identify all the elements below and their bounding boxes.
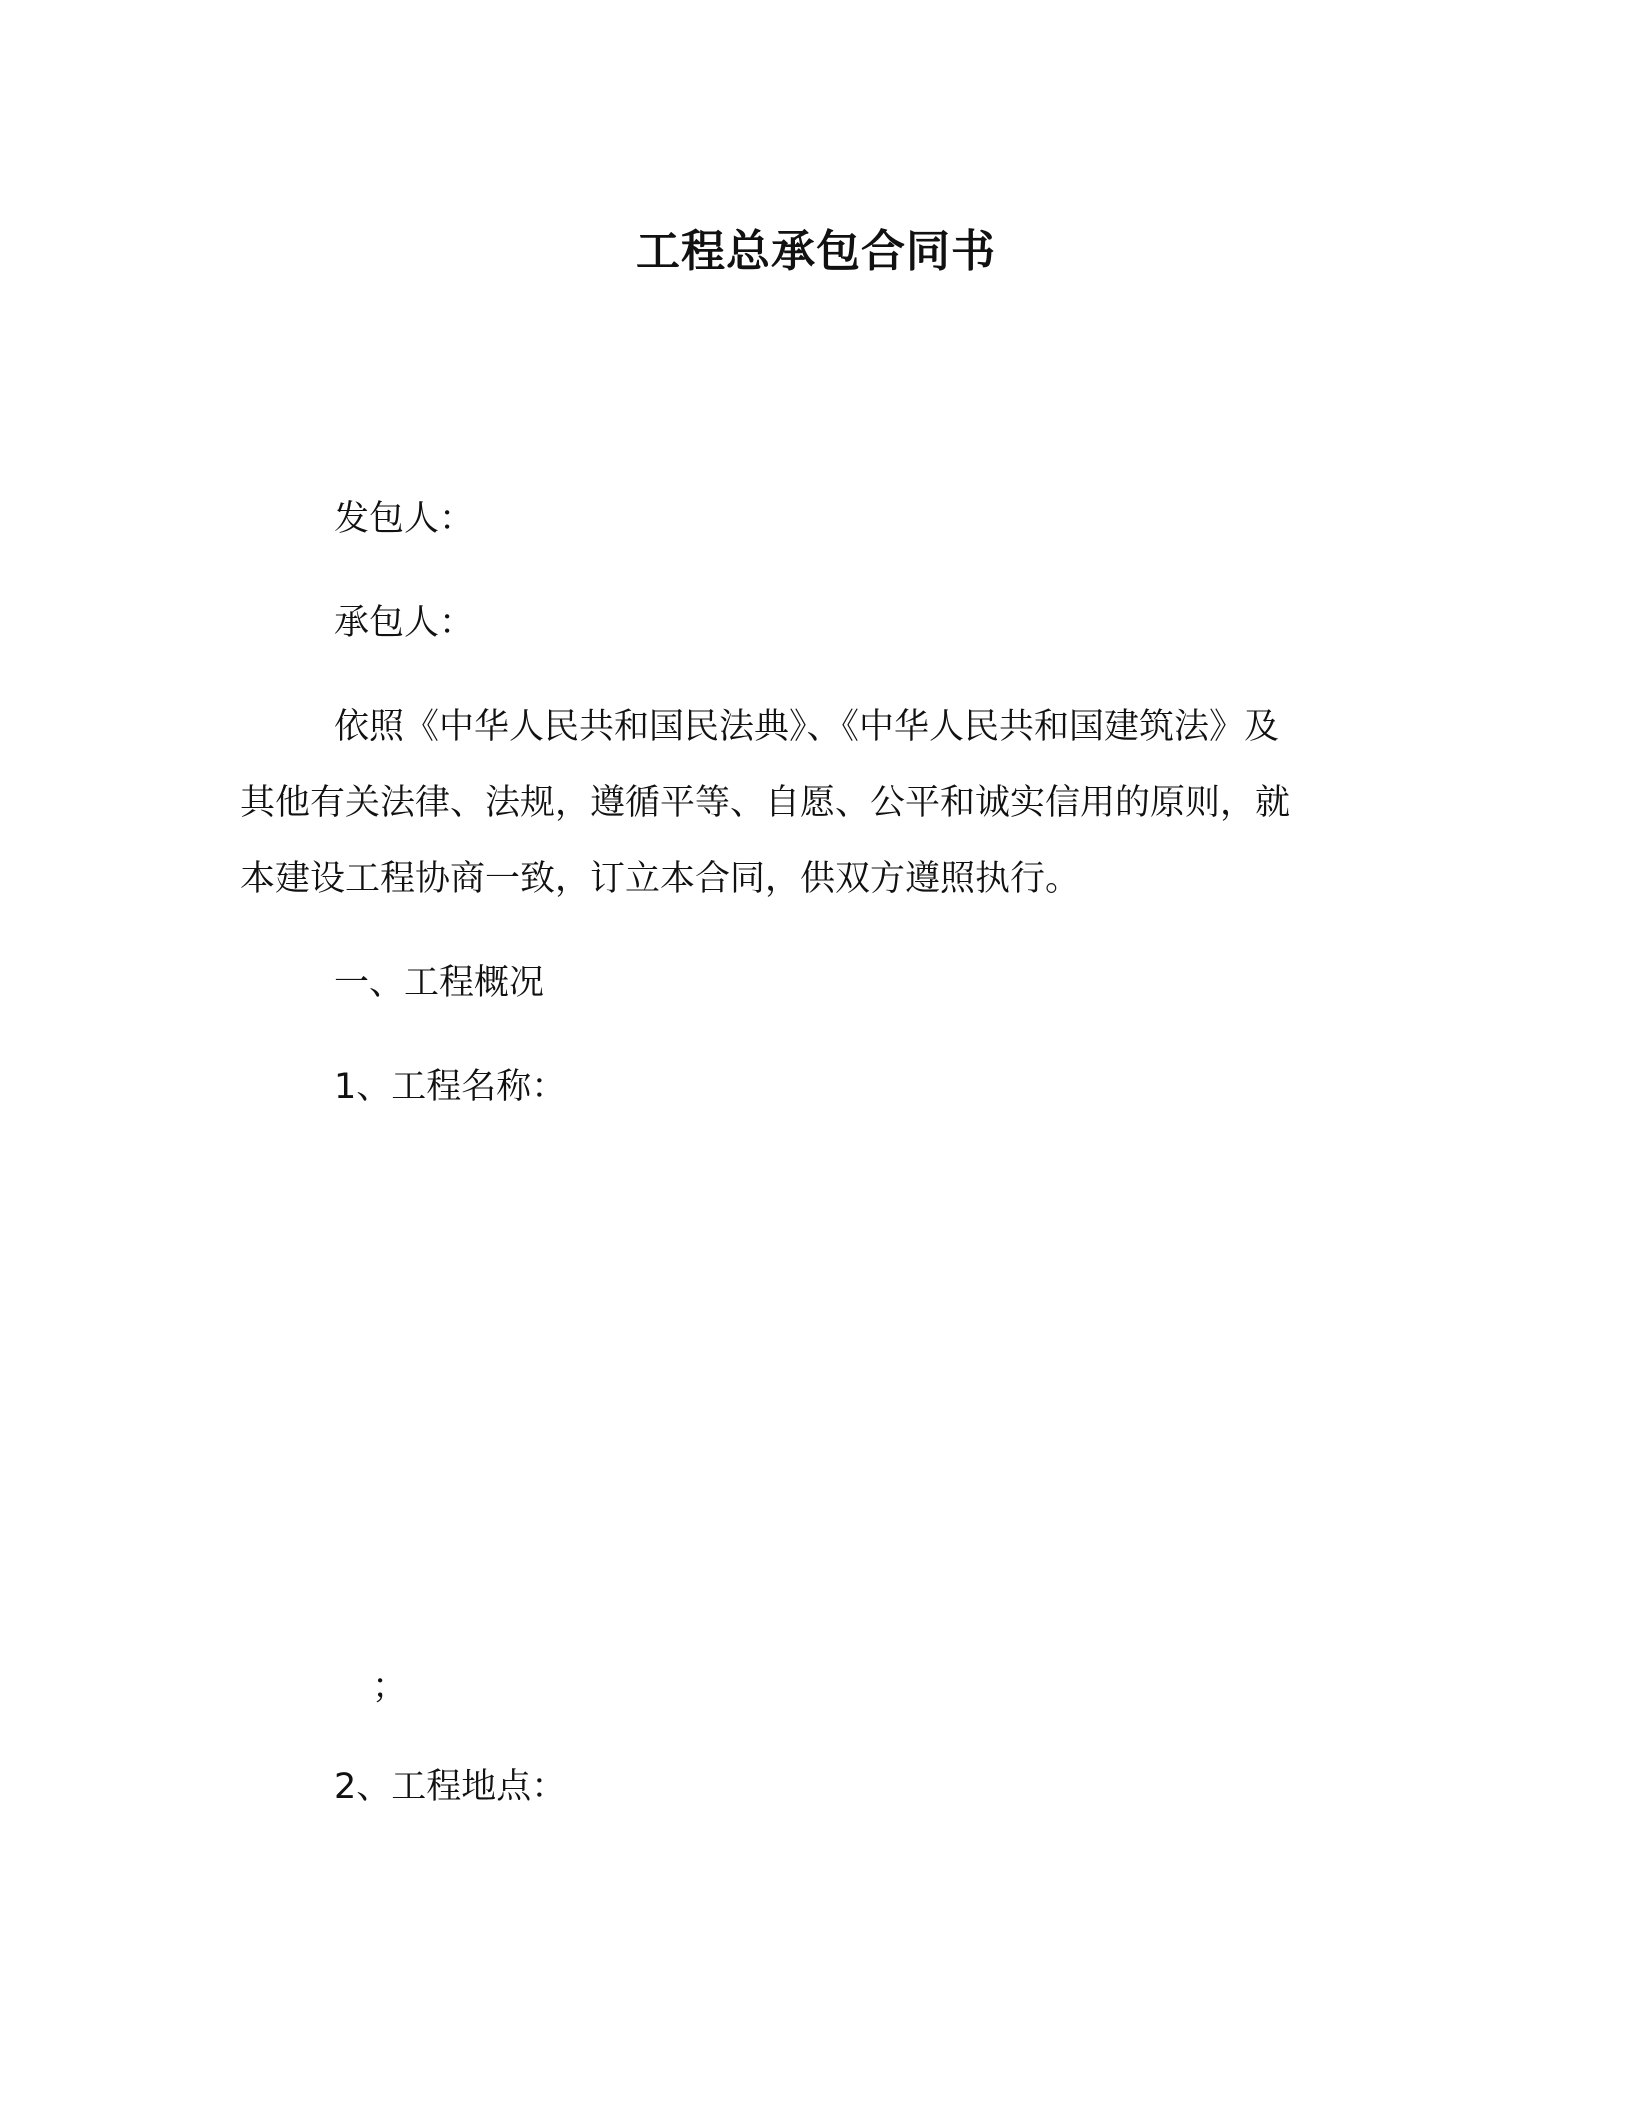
preamble-line-1: 依照《中华人民共和国民法典》、《中华人民共和国建筑法》及	[334, 707, 1280, 747]
preamble-line-2: 其他有关法律、法规，遵循平等、自愿、公平和诚实信用的原则，就	[240, 783, 1291, 823]
item-project-location-label: 2、工程地点：	[334, 1767, 567, 1807]
contractor-label: 承包人：	[334, 603, 475, 643]
item-project-name-end: ；	[372, 1667, 408, 1707]
document-title: 工程总承包合同书	[636, 226, 996, 277]
preamble-line-3: 本建设工程协商一致，订立本合同，供双方遵照执行。	[240, 859, 1081, 899]
employer-label: 发包人：	[334, 499, 475, 539]
item-project-name-label: 1、工程名称：	[334, 1067, 567, 1107]
section-heading-project-overview: 一、工程概况	[334, 963, 545, 1003]
